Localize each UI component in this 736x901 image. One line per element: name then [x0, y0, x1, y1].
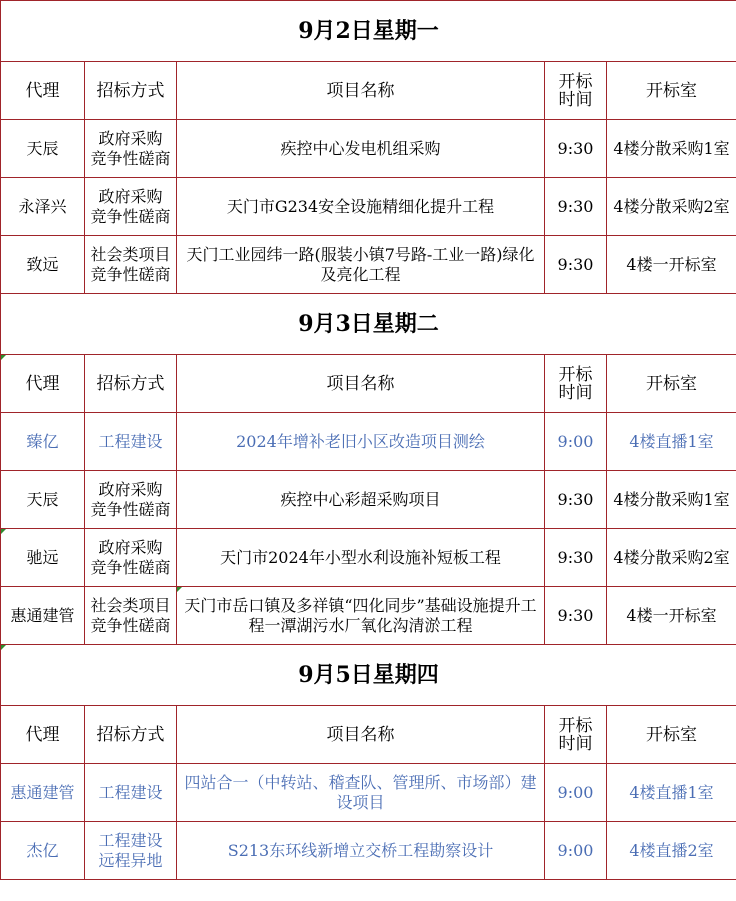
time-cell: 9:00	[545, 822, 607, 880]
header-time	[545, 62, 607, 120]
method-line: 社会类项目	[90, 595, 171, 615]
method-cell	[85, 471, 177, 529]
header-time	[545, 706, 607, 764]
agent-cell: 惠通建管	[1, 764, 85, 822]
agent-cell: 致远	[1, 236, 85, 294]
method-cell	[85, 764, 177, 822]
table-row	[1, 529, 736, 587]
room-cell: 4楼一开标室	[607, 587, 736, 645]
project-cell: 2024年增补老旧小区改造项目测绘	[177, 413, 545, 471]
project-cell: 四站合一（中转站、稽查队、管理所、市场部）建设项目	[177, 764, 545, 822]
method-line: 政府采购	[98, 479, 163, 499]
room-cell: 4楼分散采购1室	[607, 120, 736, 178]
header-room: 开标室	[607, 706, 736, 764]
project-cell: 天门工业园纬一路(服装小镇7号路-工业一路)绿化及亮化工程	[177, 236, 545, 294]
method-cell	[85, 413, 177, 471]
header-time	[545, 355, 607, 413]
table-row	[1, 120, 736, 178]
agent-cell: 惠通建管	[1, 587, 85, 645]
column-header-row	[1, 62, 736, 120]
time-cell: 9:00	[545, 413, 607, 471]
method-line: 政府采购	[98, 537, 163, 557]
table-row	[1, 822, 736, 880]
agent-cell: 天辰	[1, 120, 85, 178]
column-header-row	[1, 706, 736, 764]
schedule-body	[1, 1, 736, 880]
method-cell	[85, 178, 177, 236]
agent-cell: 天辰	[1, 471, 85, 529]
header-method: 招标方式	[85, 355, 177, 413]
table-row	[1, 236, 736, 294]
agent-cell: 臻亿	[1, 413, 85, 471]
header-room: 开标室	[607, 355, 736, 413]
method-line: 竞争性磋商	[90, 499, 171, 519]
method-line: 政府采购	[98, 186, 163, 206]
header-time-label: 开标时间	[558, 364, 593, 403]
time-cell: 9:30	[545, 471, 607, 529]
header-agent: 代理	[1, 355, 85, 413]
method-line: 工程建设	[98, 830, 163, 850]
method-cell	[85, 236, 177, 294]
room-cell: 4楼直播1室	[607, 764, 736, 822]
method-line: 竞争性磋商	[90, 615, 171, 635]
room-cell: 4楼一开标室	[607, 236, 736, 294]
header-time-label: 开标时间	[558, 71, 593, 110]
room-cell: 4楼直播2室	[607, 822, 736, 880]
method-cell	[85, 587, 177, 645]
day-header-row	[1, 645, 736, 706]
header-project: 项目名称	[177, 706, 545, 764]
time-cell: 9:30	[545, 178, 607, 236]
project-cell: 疾控中心彩超采购项目	[177, 471, 545, 529]
room-cell: 4楼分散采购2室	[607, 529, 736, 587]
header-agent: 代理	[1, 62, 85, 120]
time-cell: 9:30	[545, 236, 607, 294]
time-cell: 9:30	[545, 529, 607, 587]
project-cell: 天门市2024年小型水利设施补短板工程	[177, 529, 545, 587]
method-line: 工程建设	[98, 782, 163, 802]
header-agent: 代理	[1, 706, 85, 764]
header-project: 项目名称	[177, 62, 545, 120]
method-line: 竞争性磋商	[90, 148, 171, 168]
method-line: 社会类项目	[90, 244, 171, 264]
method-line: 政府采购	[98, 128, 163, 148]
table-row	[1, 764, 736, 822]
room-cell: 4楼分散采购2室	[607, 178, 736, 236]
room-cell: 4楼直播1室	[607, 413, 736, 471]
room-cell: 4楼分散采购1室	[607, 471, 736, 529]
agent-cell: 杰亿	[1, 822, 85, 880]
project-cell: 天门市G234安全设施精细化提升工程	[177, 178, 545, 236]
project-cell: S213东环线新增立交桥工程勘察设计	[177, 822, 545, 880]
project-cell: 天门市岳口镇及多祥镇“四化同步”基础设施提升工程一潭湖污水厂氧化沟清淤工程	[177, 587, 545, 645]
method-cell	[85, 822, 177, 880]
table-row	[1, 413, 736, 471]
project-cell: 疾控中心发电机组采购	[177, 120, 545, 178]
header-project: 项目名称	[177, 355, 545, 413]
agent-cell: 驰远	[1, 529, 85, 587]
day-header-row	[1, 294, 736, 355]
header-method: 招标方式	[85, 706, 177, 764]
agent-cell: 永泽兴	[1, 178, 85, 236]
time-cell: 9:30	[545, 120, 607, 178]
table-row	[1, 587, 736, 645]
time-cell: 9:00	[545, 764, 607, 822]
method-line: 竞争性磋商	[90, 206, 171, 226]
day-title: 9月2日星期一	[1, 1, 736, 62]
header-room: 开标室	[607, 62, 736, 120]
header-method: 招标方式	[85, 62, 177, 120]
method-cell	[85, 120, 177, 178]
method-line: 工程建设	[98, 431, 163, 451]
time-cell: 9:30	[545, 587, 607, 645]
day-header-row	[1, 1, 736, 62]
method-line: 竞争性磋商	[90, 557, 171, 577]
method-line: 竞争性磋商	[90, 264, 171, 284]
method-cell	[85, 529, 177, 587]
column-header-row	[1, 355, 736, 413]
table-row	[1, 178, 736, 236]
header-time-label: 开标时间	[558, 715, 593, 754]
day-title: 9月5日星期四	[1, 645, 736, 706]
table-row	[1, 471, 736, 529]
method-line: 远程异地	[98, 850, 163, 870]
day-title: 9月3日星期二	[1, 294, 736, 355]
